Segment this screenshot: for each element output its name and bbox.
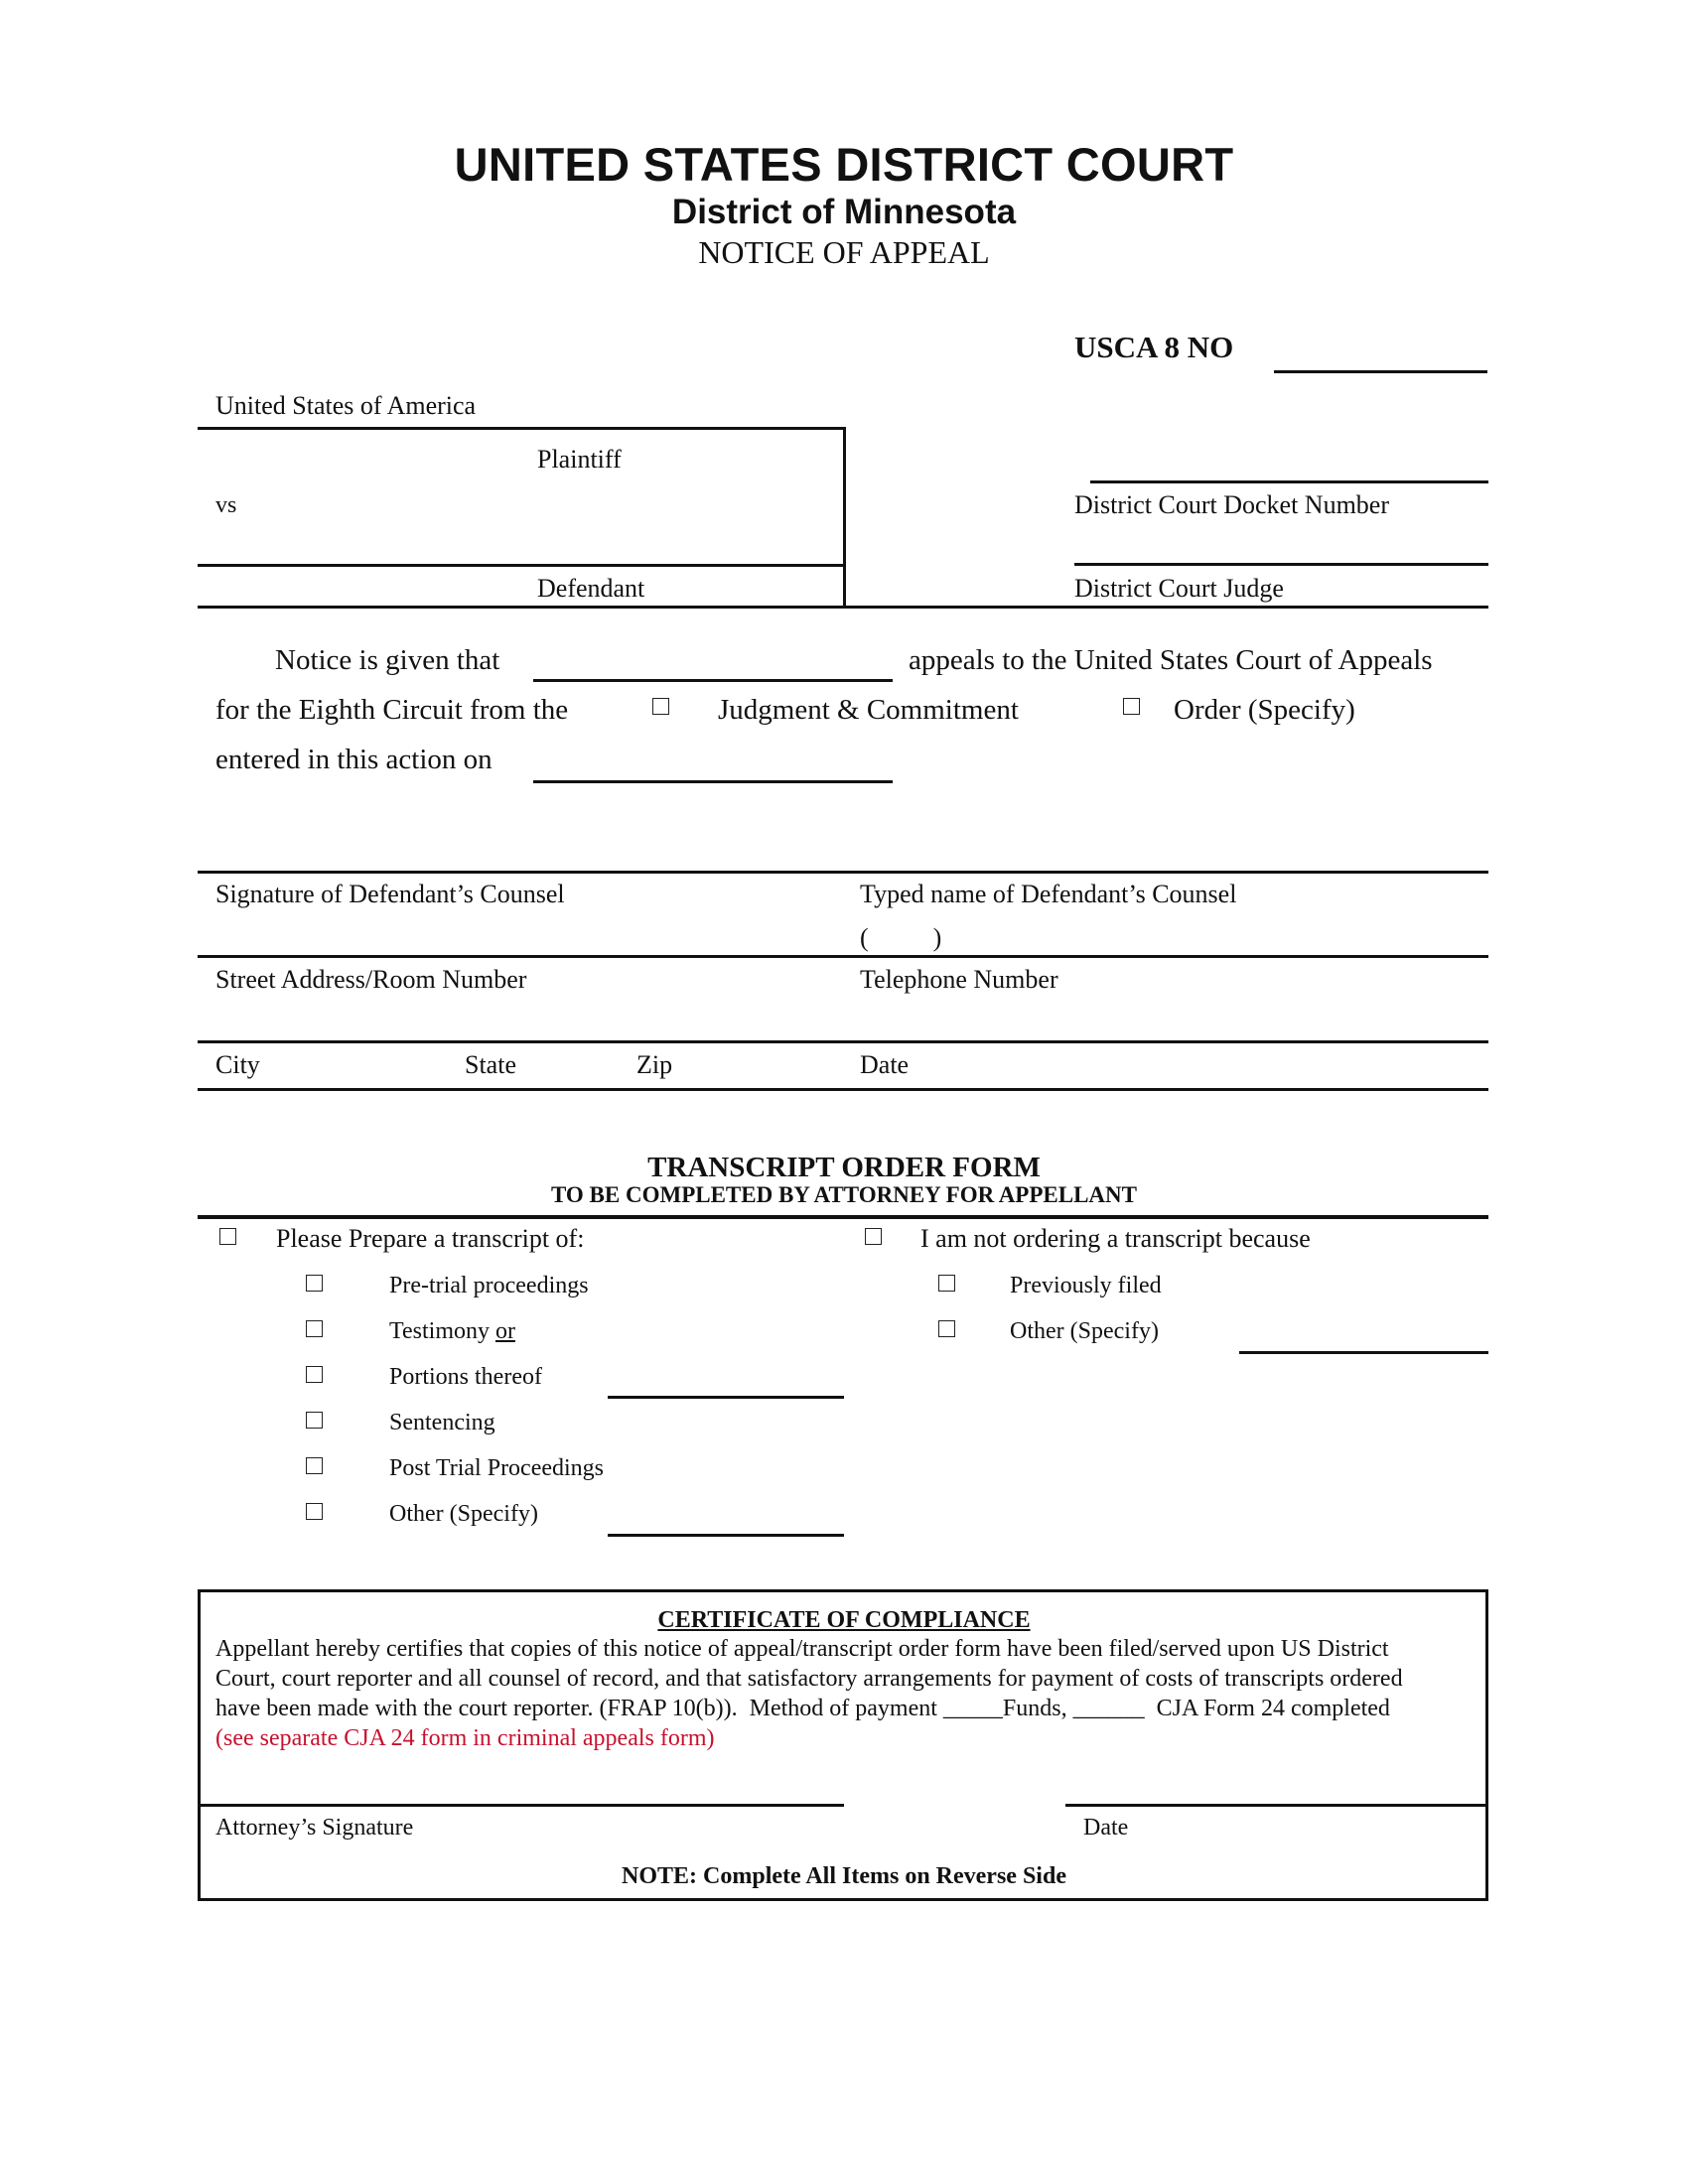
phone-area-code: ( ) (860, 923, 942, 952)
judgment-option-label: Judgment & Commitment (718, 694, 1019, 726)
form-title: NOTICE OF APPEAL (698, 234, 990, 270)
certificate-red-note: (see separate CJA 24 form in criminal appeals form) (215, 1725, 715, 1751)
testimony-label (389, 1318, 515, 1345)
notice-line1-end: appeals to the United States Court of Appeals (909, 644, 1433, 676)
judge-field[interactable] (1074, 563, 1488, 566)
signature-label: Signature of Defendant’s Counsel (215, 880, 565, 908)
caption-vertical-line (843, 427, 846, 609)
transcript-divider (198, 1215, 1488, 1219)
not-ordering-other-field[interactable] (1239, 1351, 1488, 1354)
certificate-date-label: Date (1083, 1815, 1129, 1841)
post-trial-label: Post Trial Proceedings (389, 1455, 605, 1481)
prepare-other-field[interactable] (608, 1534, 844, 1537)
certificate-body-line1: Appellant hereby certifies that copies of this notice of appeal/transcript order form have been filed/served upon US District (215, 1636, 1389, 1662)
prepare-other-checkbox[interactable] (306, 1503, 323, 1520)
prepare-transcript-label: Please Prepare a transcript of: (276, 1224, 585, 1253)
usca-number-field[interactable] (1274, 370, 1487, 373)
not-ordering-checkbox[interactable] (865, 1228, 882, 1245)
telephone-label: Telephone Number (860, 965, 1058, 994)
prepare-other-label: Other (Specify) (389, 1501, 538, 1527)
date-label: Date (860, 1050, 910, 1079)
vs-label: vs (215, 492, 237, 518)
pretrial-checkbox[interactable] (306, 1275, 323, 1292)
certificate-body-line2: Court, court reporter and all counsel of record, and that satisfactory arrangements for payment of costs of transcripts ordered (215, 1666, 1403, 1692)
pretrial-label: Pre-trial proceedings (389, 1273, 589, 1298)
judgment-checkbox[interactable] (652, 698, 669, 715)
post-trial-checkbox[interactable] (306, 1457, 323, 1474)
testimony-or: or (494, 1318, 515, 1344)
caption-top-line (198, 427, 845, 430)
portions-checkbox[interactable] (306, 1366, 323, 1383)
portions-label: Portions thereof (389, 1364, 542, 1390)
previously-filed-checkbox[interactable] (938, 1275, 955, 1292)
prepare-transcript-checkbox[interactable] (219, 1228, 236, 1245)
judge-label: District Court Judge (1074, 574, 1284, 603)
order-checkbox[interactable] (1123, 698, 1140, 715)
certificate-body-line3: have been made with the court reporter. (FRAP 10(b)). Method of payment _____Funds, ______ CJA Form 24 completed (215, 1696, 1390, 1721)
caption-defendant-line[interactable] (198, 564, 845, 567)
order-option-label: Order (Specify) (1174, 694, 1355, 726)
transcript-subtitle: TO BE COMPLETED BY ATTORNEY FOR APPELLANT (550, 1182, 1137, 1207)
entered-date-field[interactable] (533, 780, 893, 783)
zip-label: Zip (636, 1050, 673, 1079)
testimony-text: Testimony (389, 1318, 490, 1344)
docket-label: District Court Docket Number (1074, 490, 1389, 519)
reverse-side-note: NOTE: Complete All Items on Reverse Side (622, 1863, 1066, 1889)
certificate-title: CERTIFICATE OF COMPLIANCE (657, 1607, 1031, 1633)
caption-bottom-line (198, 606, 1488, 609)
plaintiff-label: Plaintiff (537, 445, 622, 474)
notice-line3-start: entered in this action on (215, 744, 492, 775)
usca-label: USCA 8 NO (1074, 330, 1234, 364)
sentencing-checkbox[interactable] (306, 1412, 323, 1429)
street-address-line[interactable] (198, 955, 1488, 958)
sentencing-label: Sentencing (389, 1410, 495, 1435)
notice-line2-start: for the Eighth Circuit from the (215, 694, 569, 726)
counsel-bottom-line (198, 1088, 1488, 1091)
court-title: UNITED STATES DISTRICT COURT (454, 138, 1234, 191)
appellant-name-field[interactable] (533, 679, 893, 682)
docket-number-field[interactable] (1090, 480, 1488, 483)
counsel-signature-line[interactable] (198, 871, 1488, 874)
district-title: District of Minnesota (671, 193, 1017, 231)
city-line[interactable] (198, 1040, 1488, 1043)
testimony-checkbox[interactable] (306, 1320, 323, 1337)
state-label: State (465, 1050, 516, 1079)
previously-filed-label: Previously filed (1010, 1273, 1162, 1298)
certificate-date-field[interactable] (1065, 1804, 1488, 1807)
defendant-label: Defendant (537, 574, 645, 603)
attorney-signature-field[interactable] (198, 1804, 844, 1807)
city-label: City (215, 1050, 260, 1079)
not-ordering-other-checkbox[interactable] (938, 1320, 955, 1337)
notice-line1-start: Notice is given that (275, 644, 500, 676)
portions-field[interactable] (608, 1396, 844, 1399)
transcript-title: TRANSCRIPT ORDER FORM (647, 1152, 1041, 1183)
not-ordering-other-label: Other (Specify) (1010, 1318, 1159, 1344)
plaintiff-name: United States of America (215, 391, 477, 420)
street-label: Street Address/Room Number (215, 965, 527, 994)
typed-name-label: Typed name of Defendant’s Counsel (860, 880, 1237, 908)
attorney-signature-label: Attorney’s Signature (215, 1815, 414, 1841)
not-ordering-label: I am not ordering a transcript because (920, 1224, 1311, 1253)
